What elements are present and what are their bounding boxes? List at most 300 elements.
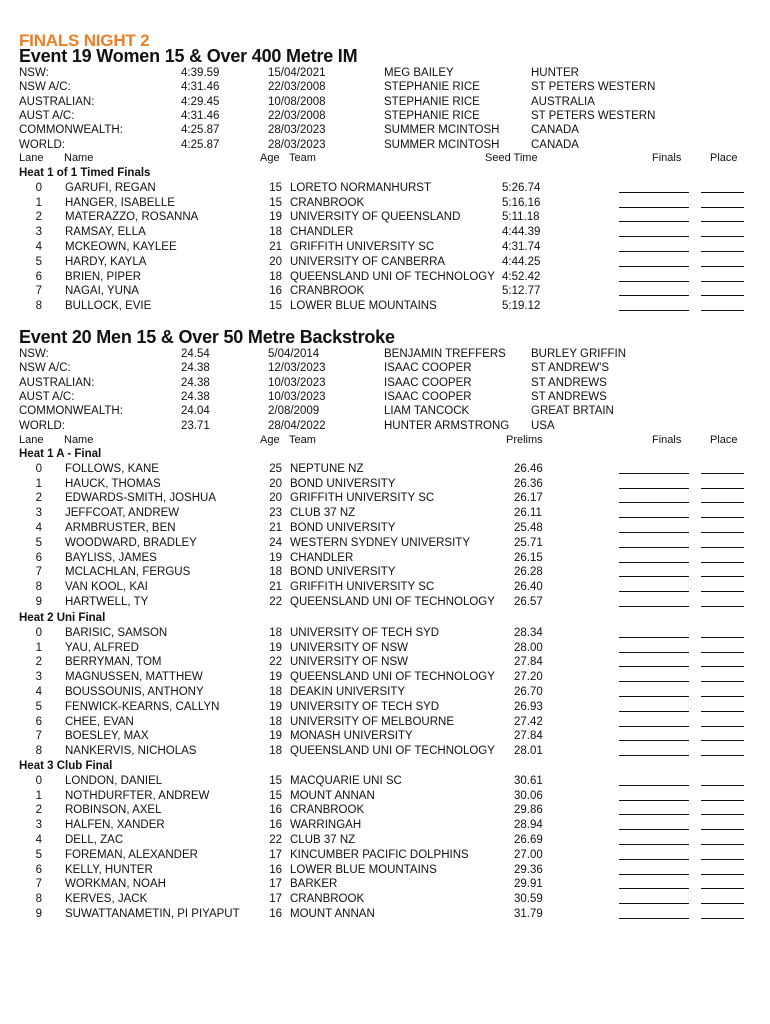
seed-time: 4:44.39 bbox=[502, 226, 541, 239]
swimmer-name: KERVES, JACK bbox=[65, 893, 148, 906]
record-label: AUST A/C: bbox=[19, 390, 75, 403]
lane-number: 9 bbox=[35, 908, 42, 920]
seed-time: 27.84 bbox=[514, 656, 543, 669]
swimmer-name: HANGER, ISABELLE bbox=[65, 196, 175, 209]
seed-time: 26.36 bbox=[514, 477, 543, 490]
lane-number: 6 bbox=[35, 863, 42, 876]
seed-time: 4:44.25 bbox=[502, 255, 541, 268]
seed-time: 5:16.16 bbox=[502, 196, 541, 209]
swimmer-team: BOND UNIVERSITY bbox=[290, 566, 396, 579]
swimmer-row bbox=[0, 907, 770, 922]
swimmer-team: UNIVERSITY OF TECH SYD bbox=[290, 626, 440, 639]
seed-time: 25.71 bbox=[514, 536, 543, 549]
place-blank bbox=[701, 744, 744, 756]
record-time: 4:25.87 bbox=[181, 138, 220, 151]
record-row bbox=[0, 376, 770, 391]
finals-time-blank bbox=[619, 506, 689, 518]
record-date: 22/03/2008 bbox=[268, 81, 326, 94]
swimmer-team: CRANBROOK bbox=[290, 285, 365, 298]
lane-number: 4 bbox=[35, 522, 42, 534]
swimmer-age: 18 bbox=[269, 715, 282, 728]
lane-number: 1 bbox=[35, 477, 42, 490]
swimmer-name: LONDON, DANIEL bbox=[65, 774, 163, 787]
swimmer-age: 19 bbox=[269, 211, 282, 224]
record-club: AUSTRALIA bbox=[531, 95, 595, 108]
record-holder: ISAAC COOPER bbox=[384, 390, 472, 403]
swimmer-age: 20 bbox=[269, 255, 282, 268]
finals-time-blank bbox=[619, 255, 689, 267]
finals-time-blank bbox=[619, 685, 689, 697]
swimmer-row bbox=[0, 477, 770, 492]
swimmer-name: FENWICK-KEARNS, CALLYN bbox=[65, 700, 220, 713]
swimmer-team: LOWER BLUE MOUNTAINS bbox=[290, 863, 437, 876]
swimmer-age: 21 bbox=[269, 522, 282, 534]
lane-number: 0 bbox=[35, 774, 42, 787]
swimmer-name: HALFEN, XANDER bbox=[65, 819, 165, 832]
lane-number: 6 bbox=[35, 270, 42, 283]
swimmer-team: BOND UNIVERSITY bbox=[290, 522, 396, 534]
record-club: GREAT BRTAIN bbox=[531, 405, 614, 418]
swimmer-row bbox=[0, 715, 770, 730]
record-date: 10/03/2023 bbox=[268, 390, 326, 403]
swimmer-age: 17 bbox=[269, 848, 282, 861]
record-club: ST ANDREWS bbox=[531, 390, 607, 403]
finals-time-blank bbox=[619, 565, 689, 577]
swimmer-age: 15 bbox=[269, 196, 282, 209]
lane-number: 8 bbox=[35, 893, 42, 906]
record-club: ST ANDREW'S bbox=[531, 362, 610, 375]
lane-number: 2 bbox=[35, 492, 42, 505]
place-blank bbox=[701, 225, 744, 237]
place-blank bbox=[701, 700, 744, 712]
finals-time-blank bbox=[619, 521, 689, 533]
swimmer-row bbox=[0, 789, 770, 804]
record-club: HUNTER bbox=[531, 67, 579, 79]
seed-time: 28.01 bbox=[514, 745, 543, 758]
finals-time-blank bbox=[619, 181, 689, 193]
swimmer-age: 18 bbox=[269, 745, 282, 758]
record-row bbox=[0, 109, 770, 124]
swimmer-row bbox=[0, 655, 770, 670]
lane-number: 1 bbox=[35, 641, 42, 654]
record-time: 4:25.87 bbox=[181, 124, 220, 137]
swimmer-name: WORKMAN, NOAH bbox=[65, 878, 166, 891]
record-label: COMMONWEALTH: bbox=[19, 405, 123, 418]
swimmer-row bbox=[0, 700, 770, 715]
swimmer-team: CRANBROOK bbox=[290, 893, 365, 906]
finals-time-blank bbox=[619, 196, 689, 208]
seed-time: 26.70 bbox=[514, 686, 543, 698]
swimmer-name: BARISIC, SAMSON bbox=[65, 626, 168, 639]
seed-time: 27.84 bbox=[514, 730, 543, 743]
place-blank bbox=[701, 565, 744, 577]
swimmer-name: VAN KOOL, KAI bbox=[65, 581, 148, 594]
swimmer-age: 16 bbox=[269, 819, 282, 832]
col-finals: Finals bbox=[652, 152, 682, 164]
col-team: Team bbox=[289, 152, 316, 164]
column-headers bbox=[0, 151, 770, 166]
swimmer-row bbox=[0, 892, 770, 907]
swimmer-row bbox=[0, 818, 770, 833]
finals-time-blank bbox=[619, 729, 689, 741]
record-club: CANADA bbox=[531, 138, 579, 151]
swimmer-name: BULLOCK, EVIE bbox=[65, 300, 152, 313]
lane-number: 2 bbox=[35, 804, 42, 817]
place-blank bbox=[701, 284, 744, 296]
swimmer-name: YAU, ALFRED bbox=[65, 641, 139, 654]
finals-time-blank bbox=[619, 700, 689, 712]
heat-title bbox=[0, 166, 770, 181]
swimmer-team: UNIVERSITY OF NSW bbox=[290, 641, 408, 654]
swimmer-row bbox=[0, 536, 770, 551]
record-date: 12/03/2023 bbox=[268, 362, 326, 375]
swimmer-team: GRIFFITH UNIVERSITY SC bbox=[290, 492, 435, 505]
seed-time: 27.20 bbox=[514, 671, 543, 684]
seed-time: 26.93 bbox=[514, 700, 543, 713]
swimmer-age: 18 bbox=[269, 226, 282, 239]
swimmer-team: MOUNT ANNAN bbox=[290, 908, 375, 920]
swimmer-age: 16 bbox=[269, 285, 282, 298]
swimmer-row bbox=[0, 270, 770, 285]
swimmer-team: UNIVERSITY OF TECH SYD bbox=[290, 700, 440, 713]
col-name: Name bbox=[64, 152, 94, 164]
record-date: 28/03/2023 bbox=[268, 138, 326, 151]
swimmer-age: 17 bbox=[269, 878, 282, 891]
record-label: AUST A/C: bbox=[19, 109, 75, 122]
record-date: 15/04/2021 bbox=[268, 67, 326, 79]
record-row bbox=[0, 419, 770, 434]
record-time: 23.71 bbox=[181, 419, 210, 432]
swimmer-age: 18 bbox=[269, 626, 282, 639]
swimmer-age: 19 bbox=[269, 671, 282, 684]
record-label: COMMONWEALTH: bbox=[19, 124, 123, 137]
lane-number: 4 bbox=[35, 834, 42, 846]
seed-time: 26.17 bbox=[514, 492, 543, 505]
lane-number: 0 bbox=[35, 462, 42, 475]
col-finals: Finals bbox=[652, 434, 682, 446]
swimmer-name: RAMSAY, ELLA bbox=[65, 226, 146, 239]
swimmer-age: 19 bbox=[269, 641, 282, 654]
swimmer-team: LOWER BLUE MOUNTAINS bbox=[290, 300, 437, 313]
swimmer-name: MAGNUSSEN, MATTHEW bbox=[65, 671, 203, 684]
swimmer-row bbox=[0, 196, 770, 211]
record-time: 24.38 bbox=[181, 376, 210, 389]
record-club: ST ANDREWS bbox=[531, 376, 607, 389]
column-headers bbox=[0, 433, 770, 448]
seed-time: 31.79 bbox=[514, 908, 543, 920]
seed-time: 27.00 bbox=[514, 848, 543, 861]
lane-number: 5 bbox=[35, 255, 42, 268]
swimmer-team: CHANDLER bbox=[290, 226, 354, 239]
swimmer-name: KELLY, HUNTER bbox=[65, 863, 153, 876]
swimmer-row bbox=[0, 685, 770, 700]
heat-title bbox=[0, 611, 770, 626]
place-blank bbox=[701, 255, 744, 267]
col-seed: Seed Time bbox=[485, 152, 538, 164]
swimmer-name: FOLLOWS, KANE bbox=[65, 462, 159, 475]
record-time: 4:29.45 bbox=[181, 95, 220, 108]
swimmer-age: 15 bbox=[269, 789, 282, 802]
seed-time: 26.69 bbox=[514, 834, 543, 846]
swimmer-team: CRANBROOK bbox=[290, 804, 365, 817]
record-label: WORLD: bbox=[19, 419, 65, 432]
finals-time-blank bbox=[619, 744, 689, 756]
record-club: ST PETERS WESTERN bbox=[531, 109, 656, 122]
lane-number: 5 bbox=[35, 848, 42, 861]
record-club: BURLEY GRIFFIN bbox=[531, 348, 626, 360]
finals-time-blank bbox=[619, 818, 689, 830]
swimmer-age: 23 bbox=[269, 507, 282, 520]
heat-label: Heat 2 Uni Final bbox=[19, 612, 106, 624]
record-holder: STEPHANIE RICE bbox=[384, 109, 480, 122]
swimmer-team: UNIVERSITY OF QUEENSLAND bbox=[290, 211, 461, 224]
finals-time-blank bbox=[619, 655, 689, 667]
swimmer-row bbox=[0, 833, 770, 848]
finals-time-blank bbox=[619, 626, 689, 638]
lane-number: 2 bbox=[35, 211, 42, 224]
swimmer-row bbox=[0, 225, 770, 240]
record-row bbox=[0, 123, 770, 138]
swimmer-row bbox=[0, 284, 770, 299]
seed-time: 29.86 bbox=[514, 804, 543, 817]
lane-number: 9 bbox=[35, 596, 42, 608]
lane-number: 0 bbox=[35, 181, 42, 194]
finals-time-blank bbox=[619, 536, 689, 548]
finals-time-blank bbox=[619, 299, 689, 311]
seed-time: 30.61 bbox=[514, 774, 543, 787]
seed-time: 28.94 bbox=[514, 819, 543, 832]
col-age: Age bbox=[260, 434, 280, 446]
lane-number: 8 bbox=[35, 745, 42, 758]
swimmer-row bbox=[0, 240, 770, 255]
swimmer-age: 20 bbox=[269, 492, 282, 505]
seed-time: 26.11 bbox=[514, 507, 542, 520]
swimmer-row bbox=[0, 210, 770, 225]
record-row bbox=[0, 95, 770, 110]
swimmer-team: WARRINGAH bbox=[290, 819, 362, 832]
swimmer-name: GARUFI, REGAN bbox=[65, 181, 156, 194]
lane-number: 3 bbox=[35, 671, 42, 684]
swimmer-team: LORETO NORMANHURST bbox=[290, 181, 431, 194]
swimmer-age: 18 bbox=[269, 270, 282, 283]
swimmer-age: 21 bbox=[269, 581, 282, 594]
place-blank bbox=[701, 551, 744, 563]
finals-time-blank bbox=[619, 907, 689, 919]
swimmer-name: SUWATTANAMETIN, PI PIYAPUT bbox=[65, 908, 240, 920]
swimmer-name: BERRYMAN, TOM bbox=[65, 656, 162, 669]
swimmer-team: QUEENSLAND UNI OF TECHNOLOGY bbox=[290, 745, 495, 758]
event-title: Event 19 Women 15 & Over 400 Metre IM bbox=[19, 46, 358, 66]
place-blank bbox=[701, 907, 744, 919]
seed-time: 26.46 bbox=[514, 462, 543, 475]
record-holder: MEG BAILEY bbox=[384, 67, 454, 79]
record-row bbox=[0, 66, 770, 81]
swimmer-name: WOODWARD, BRADLEY bbox=[65, 536, 197, 549]
place-blank bbox=[701, 729, 744, 741]
record-label: WORLD: bbox=[19, 138, 65, 151]
finals-time-blank bbox=[619, 580, 689, 592]
swimmer-team: GRIFFITH UNIVERSITY SC bbox=[290, 241, 435, 253]
swimmer-name: NAGAI, YUNA bbox=[65, 285, 139, 298]
finals-time-blank bbox=[619, 877, 689, 889]
record-time: 4:31.46 bbox=[181, 109, 220, 122]
place-blank bbox=[701, 803, 744, 815]
lane-number: 4 bbox=[35, 686, 42, 698]
place-blank bbox=[701, 196, 744, 208]
swimmer-row bbox=[0, 863, 770, 878]
place-blank bbox=[701, 685, 744, 697]
col-name: Name bbox=[64, 434, 94, 446]
swimmer-name: HARDY, KAYLA bbox=[65, 255, 147, 268]
heat-label: Heat 1 of 1 Timed Finals bbox=[19, 167, 151, 179]
col-team: Team bbox=[289, 434, 316, 446]
place-blank bbox=[701, 580, 744, 592]
finals-time-blank bbox=[619, 833, 689, 845]
swimmer-age: 18 bbox=[269, 686, 282, 698]
record-holder: STEPHANIE RICE bbox=[384, 81, 480, 94]
finals-time-blank bbox=[619, 670, 689, 682]
lane-number: 8 bbox=[35, 300, 42, 313]
place-blank bbox=[701, 462, 744, 474]
seed-time: 30.06 bbox=[514, 789, 543, 802]
swimmer-name: BAYLISS, JAMES bbox=[65, 551, 157, 564]
swimmer-name: BRIEN, PIPER bbox=[65, 270, 142, 283]
finals-time-blank bbox=[619, 225, 689, 237]
place-blank bbox=[701, 892, 744, 904]
swimmer-row bbox=[0, 255, 770, 270]
record-time: 24.38 bbox=[181, 390, 210, 403]
place-blank bbox=[701, 270, 744, 282]
lane-number: 7 bbox=[35, 730, 42, 743]
seed-time: 26.15 bbox=[514, 551, 543, 564]
record-time: 4:31.46 bbox=[181, 81, 220, 94]
heat-label: Heat 1 A - Final bbox=[19, 448, 102, 460]
lane-number: 3 bbox=[35, 819, 42, 832]
lane-number: 7 bbox=[35, 285, 42, 298]
col-seed: Prelims bbox=[506, 434, 543, 446]
record-label: NSW: bbox=[19, 348, 49, 360]
swimmer-age: 15 bbox=[269, 774, 282, 787]
seed-time: 29.91 bbox=[514, 878, 543, 891]
swimmer-name: EDWARDS-SMITH, JOSHUA bbox=[65, 492, 216, 505]
lane-number: 2 bbox=[35, 656, 42, 669]
place-blank bbox=[701, 299, 744, 311]
record-date: 2/08/2009 bbox=[268, 405, 320, 418]
record-time: 4:39.59 bbox=[181, 67, 220, 79]
swimmer-name: HARTWELL, TY bbox=[65, 596, 149, 608]
record-row bbox=[0, 347, 770, 362]
place-blank bbox=[701, 877, 744, 889]
place-blank bbox=[701, 774, 744, 786]
swimmer-team: MOUNT ANNAN bbox=[290, 789, 375, 802]
swimmer-row bbox=[0, 877, 770, 892]
lane-number: 7 bbox=[35, 566, 42, 579]
record-row bbox=[0, 361, 770, 376]
swimmer-row bbox=[0, 626, 770, 641]
seed-time: 5:11.18 bbox=[502, 211, 540, 224]
swimmer-team: QUEENSLAND UNI OF TECHNOLOGY bbox=[290, 270, 495, 283]
swimmer-name: MCKEOWN, KAYLEE bbox=[65, 241, 177, 253]
swimmer-row bbox=[0, 670, 770, 685]
record-date: 10/08/2008 bbox=[268, 95, 326, 108]
col-place: Place bbox=[710, 152, 738, 164]
swimmer-name: BOUSSOUNIS, ANTHONY bbox=[65, 686, 204, 698]
lane-number: 6 bbox=[35, 551, 42, 564]
finals-time-blank bbox=[619, 848, 689, 860]
record-label: NSW A/C: bbox=[19, 362, 71, 375]
record-holder: BENJAMIN TREFFERS bbox=[384, 348, 506, 360]
record-club: ST PETERS WESTERN bbox=[531, 81, 656, 94]
swimmer-age: 19 bbox=[269, 700, 282, 713]
heat-title bbox=[0, 447, 770, 462]
swimmer-team: UNIVERSITY OF MELBOURNE bbox=[290, 715, 455, 728]
swimmer-age: 16 bbox=[269, 804, 282, 817]
record-holder: ISAAC COOPER bbox=[384, 376, 472, 389]
swimmer-age: 15 bbox=[269, 181, 282, 194]
record-time: 24.38 bbox=[181, 362, 210, 375]
place-blank bbox=[701, 595, 744, 607]
swimmer-age: 25 bbox=[269, 462, 282, 475]
lane-number: 6 bbox=[35, 715, 42, 728]
swimmer-team: MONASH UNIVERSITY bbox=[290, 730, 413, 743]
record-holder: SUMMER MCINTOSH bbox=[384, 124, 500, 137]
record-holder: SUMMER MCINTOSH bbox=[384, 138, 500, 151]
lane-number: 3 bbox=[35, 226, 42, 239]
place-blank bbox=[701, 626, 744, 638]
finals-time-blank bbox=[619, 892, 689, 904]
swimmer-team: GRIFFITH UNIVERSITY SC bbox=[290, 581, 435, 594]
lane-number: 8 bbox=[35, 581, 42, 594]
record-row bbox=[0, 404, 770, 419]
lane-number: 3 bbox=[35, 507, 42, 520]
finals-time-blank bbox=[619, 477, 689, 489]
swimmer-name: HAUCK, THOMAS bbox=[65, 477, 161, 490]
place-blank bbox=[701, 789, 744, 801]
lane-number: 7 bbox=[35, 878, 42, 891]
seed-time: 28.00 bbox=[514, 641, 543, 654]
place-blank bbox=[701, 641, 744, 653]
swimmer-row bbox=[0, 491, 770, 506]
place-blank bbox=[701, 715, 744, 727]
swimmer-row bbox=[0, 181, 770, 196]
swimmer-age: 19 bbox=[269, 730, 282, 743]
record-holder: HUNTER ARMSTRONG bbox=[384, 419, 510, 432]
finals-time-blank bbox=[619, 641, 689, 653]
finals-time-blank bbox=[619, 462, 689, 474]
place-blank bbox=[701, 210, 744, 222]
record-row bbox=[0, 80, 770, 95]
seed-time: 26.57 bbox=[514, 596, 543, 608]
finals-time-blank bbox=[619, 803, 689, 815]
swimmer-row bbox=[0, 803, 770, 818]
finals-time-blank bbox=[619, 551, 689, 563]
finals-time-blank bbox=[619, 270, 689, 282]
swimmer-age: 16 bbox=[269, 863, 282, 876]
record-label: NSW: bbox=[19, 67, 49, 79]
swimmer-team: MACQUARIE UNI SC bbox=[290, 774, 402, 787]
swimmer-team: WESTERN SYDNEY UNIVERSITY bbox=[290, 536, 470, 549]
place-blank bbox=[701, 181, 744, 193]
swimmer-row bbox=[0, 462, 770, 477]
lane-number: 1 bbox=[35, 196, 42, 209]
place-blank bbox=[701, 670, 744, 682]
place-blank bbox=[701, 833, 744, 845]
swimmer-name: CHEE, EVAN bbox=[65, 715, 134, 728]
swimmer-team: QUEENSLAND UNI OF TECHNOLOGY bbox=[290, 596, 495, 608]
record-date: 28/03/2023 bbox=[268, 124, 326, 137]
swimmer-team: CLUB 37 NZ bbox=[290, 834, 356, 846]
seed-time: 29.36 bbox=[514, 863, 543, 876]
